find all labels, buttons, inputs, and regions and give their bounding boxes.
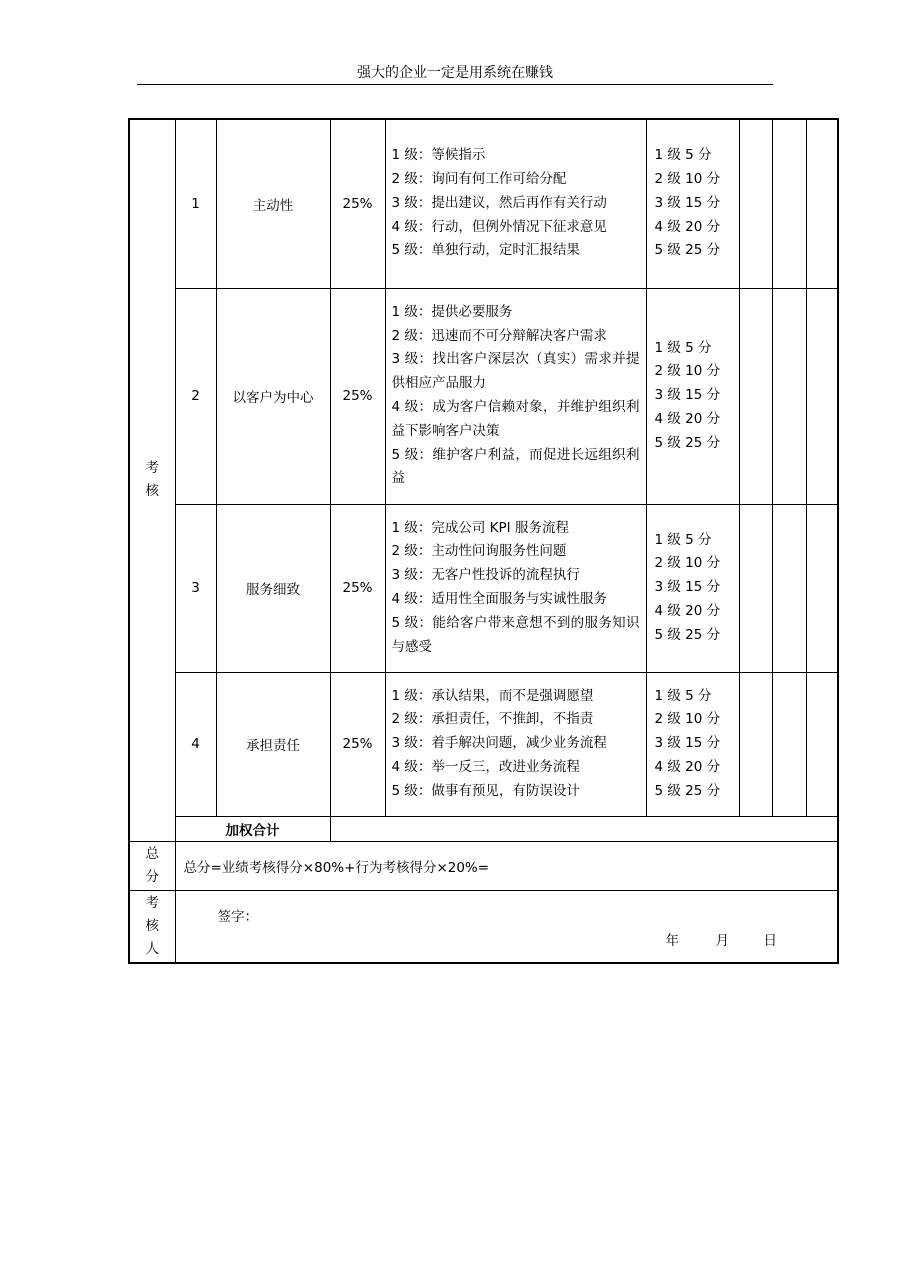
assessment-table <box>128 118 839 964</box>
total-label: 总 分 <box>129 841 175 890</box>
page-header: 强大的企业一定是用系统在赚钱 <box>137 62 773 85</box>
criteria-cell: 1 级：完成公司 KPI 服务流程 2 级：主动性问询服务性问题 3 级：无客户性投诉的流程执行 4 级：适用性全面服务与实诚性服务 5 级：能给客户带来意想不到的服务知识与感受 <box>385 504 646 672</box>
row-number: 1 <box>175 119 216 288</box>
weight: 25% <box>330 672 385 816</box>
score-entry-cell[interactable] <box>739 504 772 672</box>
score-entry-cell[interactable] <box>806 288 838 504</box>
weighted-total-label: 加权合计 <box>175 816 330 841</box>
score-entry-cell[interactable] <box>739 672 772 816</box>
weighted-total-row <box>129 816 838 841</box>
row-number: 3 <box>175 504 216 672</box>
signature-label: 签字： <box>217 908 258 925</box>
total-score-row <box>129 841 838 890</box>
table-row <box>129 288 838 504</box>
behavior-name: 服务细致 <box>216 504 330 672</box>
weighted-total-value[interactable] <box>330 816 838 841</box>
weight: 25% <box>330 504 385 672</box>
behavior-name: 以客户为中心 <box>216 288 330 504</box>
score-scale: 1 级 5 分 2 级 10 分 3 级 15 分 4 级 20 分 5 级 25 分 <box>646 119 739 288</box>
behavior-name: 承担责任 <box>216 672 330 816</box>
date-year-label: 年 <box>665 932 679 949</box>
score-entry-cell[interactable] <box>772 119 806 288</box>
score-scale: 1 级 5 分 2 级 10 分 3 级 15 分 4 级 20 分 5 级 25 分 <box>646 672 739 816</box>
table-row <box>129 504 838 672</box>
table-row <box>129 119 838 288</box>
criteria-cell: 1 级：提供必要服务 2 级：迅速而不可分辩解决客户需求 3 级：找出客户深层次（真实）需求并提供相应产品服力 4 级：成为客户信赖对象，并维护组织利益下影响客户决策 5 级：维护客户利益，而促进长远组织利益 <box>385 288 646 504</box>
score-entry-cell[interactable] <box>739 119 772 288</box>
score-entry-cell[interactable] <box>772 672 806 816</box>
score-entry-cell[interactable] <box>772 288 806 504</box>
weight: 25% <box>330 288 385 504</box>
score-entry-cell[interactable] <box>739 288 772 504</box>
score-entry-cell[interactable] <box>806 119 838 288</box>
behavior-name: 主动性 <box>216 119 330 288</box>
signature-area[interactable] <box>175 890 838 963</box>
score-scale: 1 级 5 分 2 级 10 分 3 级 15 分 4 级 20 分 5 级 25 分 <box>646 504 739 672</box>
criteria-cell: 1 级：等候指示 2 级：询问有何工作可给分配 3 级：提出建议，然后再作有关行动 4 级：行动，但例外情况下征求意见 5 级：单独行动，定时汇报结果 <box>385 119 646 288</box>
assessor-row <box>129 890 838 963</box>
table-row <box>129 672 838 816</box>
score-entry-cell[interactable] <box>772 504 806 672</box>
date-month-label: 月 <box>715 932 729 949</box>
row-number: 4 <box>175 672 216 816</box>
assessor-label: 考 核 人 <box>129 890 175 963</box>
score-entry-cell[interactable] <box>806 672 838 816</box>
row-number: 2 <box>175 288 216 504</box>
date-day-label: 日 <box>763 932 777 949</box>
score-scale: 1 级 5 分 2 级 10 分 3 级 15 分 4 级 20 分 5 级 25 分 <box>646 288 739 504</box>
total-formula: 总分=业绩考核得分×80%+行为考核得分×20%= <box>175 841 838 890</box>
weight: 25% <box>330 119 385 288</box>
score-entry-cell[interactable] <box>806 504 838 672</box>
section-label-assess: 考 核 <box>129 119 175 841</box>
criteria-cell: 1 级：承认结果，而不是强调愿望 2 级：承担责任，不推卸，不指责 3 级：着手解决问题，减少业务流程 4 级：举一反三，改进业务流程 5 级：做事有预见，有防误设计 <box>385 672 646 816</box>
